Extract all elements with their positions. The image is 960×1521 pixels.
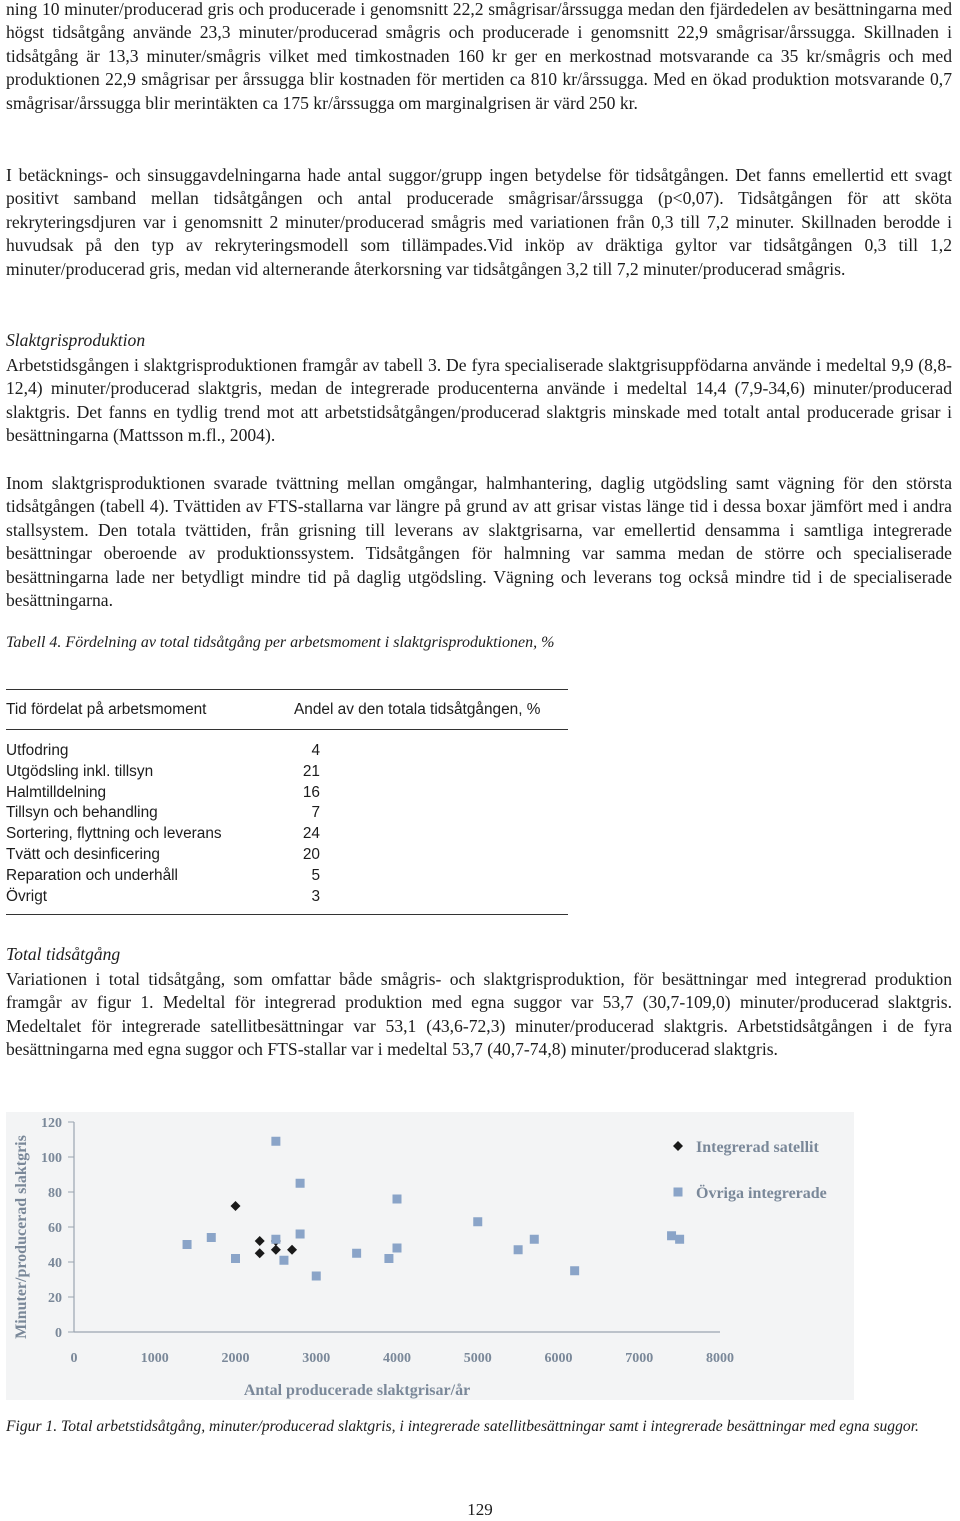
data-point-ovriga	[183, 1240, 192, 1249]
y-tick-label: 40	[48, 1256, 62, 1271]
y-tick-label: 120	[41, 1116, 62, 1131]
paragraph-slaktgris-arbetstid: Arbetstidsgången i slaktgrisproduktionen framgår av tabell 3. De fyra specialiserade slaktgrisuppfödarna använde i medeltal 9,9 (8,8-12,4) minuter/producerad slaktgris, medan de integrerade producenterna använde i medeltal 14,4 (7,9-34,6) minuter/producerad slaktgris. Det fanns en tydlig trend mot att arbetstidsåtgången/producerad slaktgris minskade med totalt antal producerade grisar i besättningarna (Mattsson m.fl., 2004).	[6, 355, 952, 446]
data-point-ovriga	[570, 1266, 579, 1275]
row-value: 5	[311, 866, 320, 884]
paragraph-slaktgris-moment: Inom slaktgrisproduktionen svarade tvättning mellan omgångar, halmhantering, daglig utgödsling samt vägning för den största tidsåtgången (tabell 4). Tvättiden av FTS-stallarna var längre på grund av att grisar vistas länge tid i dessa boxar jämfört med i andra stallsystem. Den totala tvättiden, från grisning till leverans av slaktgrisarna, var emellertid densamma i samtliga integrerade besättningar oberoende av produktionssystem. Tidsåtgången för halmning var samma medan de större och specialiserade besättningarna lade ner betydligt mindre tid på daglig utgödsling. Vägning och leverans tog också mindre tid i de specialiserade besättningarna.	[6, 473, 952, 611]
legend-marker-satellit	[673, 1141, 683, 1151]
x-tick-label: 5000	[463, 1351, 492, 1366]
row-value: 4	[311, 742, 320, 759]
data-point-ovriga	[231, 1254, 240, 1263]
legend-label: Övriga integrerade	[696, 1185, 827, 1202]
table-top-rule	[6, 689, 568, 690]
row-label: Sortering, flyttning och leverans	[6, 825, 222, 843]
section-heading-slaktgrisproduktion: Slaktgrisproduktion	[6, 330, 146, 350]
data-point-ovriga	[296, 1179, 305, 1188]
data-point-ovriga	[279, 1256, 288, 1265]
data-point-ovriga	[667, 1231, 676, 1240]
figure-caption: Figur 1. Total arbetstidsåtgång, minuter/producerad slaktgris, i integrerade satellitbesättningar samt i integrerade besättningar med egna suggor.	[6, 1418, 919, 1435]
table-row	[6, 887, 568, 908]
data-point-ovriga	[393, 1244, 402, 1253]
x-tick-label: 7000	[625, 1351, 654, 1366]
table-header-col2: Andel av den totala tidsåtgången, %	[294, 701, 541, 718]
data-point-ovriga	[393, 1195, 402, 1204]
row-value: 20	[302, 845, 320, 863]
table-row	[6, 762, 568, 783]
table-header-col1: Tid fördelat på arbetsmoment	[6, 701, 207, 718]
y-axis-label: Minuter/producerad slaktgris	[13, 1135, 30, 1339]
scatter-plot	[6, 1112, 854, 1400]
table-row	[6, 824, 568, 845]
x-axis-label: Antal producerade slaktgrisar/år	[243, 1382, 471, 1399]
figure-1-chart	[6, 1112, 854, 1400]
data-point-satellit	[287, 1245, 297, 1255]
x-tick-label: 3000	[302, 1351, 331, 1366]
table-row	[6, 741, 568, 762]
y-tick-label: 0	[55, 1326, 62, 1341]
row-label: Tvätt och desinficering	[6, 845, 160, 863]
row-label: Övrigt	[6, 887, 48, 905]
row-label: Halmtilldelning	[6, 783, 107, 801]
table-row	[6, 845, 568, 866]
section-heading-total-tidsatgang: Total tidsåtgång	[6, 944, 121, 964]
y-tick-label: 80	[48, 1186, 62, 1201]
data-point-satellit	[255, 1236, 265, 1246]
data-point-ovriga	[352, 1249, 361, 1258]
data-point-satellit	[271, 1245, 281, 1255]
y-tick-label: 100	[41, 1151, 62, 1166]
data-point-ovriga	[384, 1254, 393, 1263]
paragraph-total-tidsatgang: Variationen i total tidsåtgång, som omfattar både smågris- och slaktgrisproduktion, för besättningar med integrerad produktion framgår av figur 1. Medeltal för integrerad produktion med egna suggor var 53,7 (30,7-109,0) minuter/producerad slaktgris. Medeltalet för integrerade satellitbesättningar var 53,1 (43,6-72,3) minuter/producerad slaktgris. Arbetstidsåtgången i de fyra besättningarna med egna suggor och FTS-stallar var i medeltal 53,7 (40,7-74,8) minuter/producerad slaktgris.	[6, 969, 952, 1060]
table-row	[6, 783, 568, 804]
data-point-ovriga	[675, 1235, 684, 1244]
y-tick-label: 20	[48, 1291, 62, 1306]
data-point-satellit	[231, 1201, 241, 1211]
legend-marker-ovriga	[674, 1188, 683, 1197]
paragraph-betackning: I betäcknings- och sinsuggavdelningarna hade antal suggor/grupp ingen betydelse för tidsåtgången. Det fanns emellertid ett svagt positivt samband mellan tidsåtgången och antal producerade smågrisar/årssugga (p<0,07). Tidsåtgången för att sköta rekryteringsdjuren var i genomsnitt 2 minuter/producerad smågris med variationen från 0,3 till 7,2 minuter. Skillnaden berodde i huvudsak på den typ av rekryteringsmodell som tillämpades.Vid inköp av dräktiga gyltor var tidsåtgången 0,3 till 1,2 minuter/producerad gris, medan vid alternerande återkorsning var tidsåtgången 3,2 till 7,2 minuter/producerad smågris.	[6, 165, 952, 279]
row-label: Tillsyn och behandling	[6, 804, 158, 822]
data-point-ovriga	[530, 1235, 539, 1244]
row-label: Reparation och underhåll	[6, 866, 178, 884]
row-label: Utfodring	[6, 742, 69, 759]
data-point-ovriga	[473, 1217, 482, 1226]
legend-label: Integrerad satellit	[696, 1139, 819, 1156]
row-value: 24	[302, 825, 320, 843]
row-value: 7	[311, 804, 320, 822]
x-tick-label: 8000	[706, 1351, 734, 1366]
data-point-ovriga	[271, 1137, 280, 1146]
row-value: 16	[302, 783, 320, 801]
x-tick-label: 6000	[544, 1351, 573, 1366]
y-tick-label: 60	[48, 1221, 62, 1236]
x-tick-label: 0	[70, 1351, 78, 1366]
data-point-ovriga	[271, 1235, 280, 1244]
table-row	[6, 803, 568, 824]
x-tick-label: 1000	[140, 1351, 169, 1366]
table-caption: Tabell 4. Fördelning av total tidsåtgång per arbetsmoment i slaktgrisproduktionen, %	[6, 634, 555, 651]
table-header-rule	[6, 729, 568, 730]
row-label: Utgödsling inkl. tillsyn	[6, 762, 154, 780]
data-point-ovriga	[312, 1272, 321, 1281]
table-body	[6, 741, 568, 907]
x-tick-label: 2000	[221, 1351, 250, 1366]
x-tick-label: 4000	[383, 1351, 411, 1366]
row-value: 3	[311, 887, 320, 905]
page-number: 129	[467, 1500, 493, 1519]
data-point-ovriga	[514, 1245, 523, 1254]
data-point-satellit	[255, 1248, 265, 1258]
data-point-ovriga	[296, 1230, 305, 1239]
paragraph-intro: ning 10 minuter/producerad gris och producerade i genomsnitt 22,2 smågrisar/årssugga medan den fjärdedelen av besättningarna med högst tidsåtgång använde 23,3 minuter/producerad smågris och producerade i genomsnitt 22,9 smågrisar/årssugga. Skillnaden i tidsåtgång är 13,3 minuter/smågris vilket med timkostnaden 160 kr ger en merkostnad motsvarande ca 35 kr/smågris och med produktionen 22,9 smågrisar per årssugga blir kostnaden för mertiden ca 810 kr/årssugga. Med en ökad produktion motsvarande 0,7 smågrisar/årssugga blir merintäkten ca 175 kr/årssugga om marginalgrisen är värd 250 kr.	[6, 0, 952, 113]
table-bottom-rule	[6, 914, 568, 915]
row-value: 21	[302, 762, 320, 780]
table-row	[6, 866, 568, 887]
data-point-ovriga	[207, 1233, 216, 1242]
